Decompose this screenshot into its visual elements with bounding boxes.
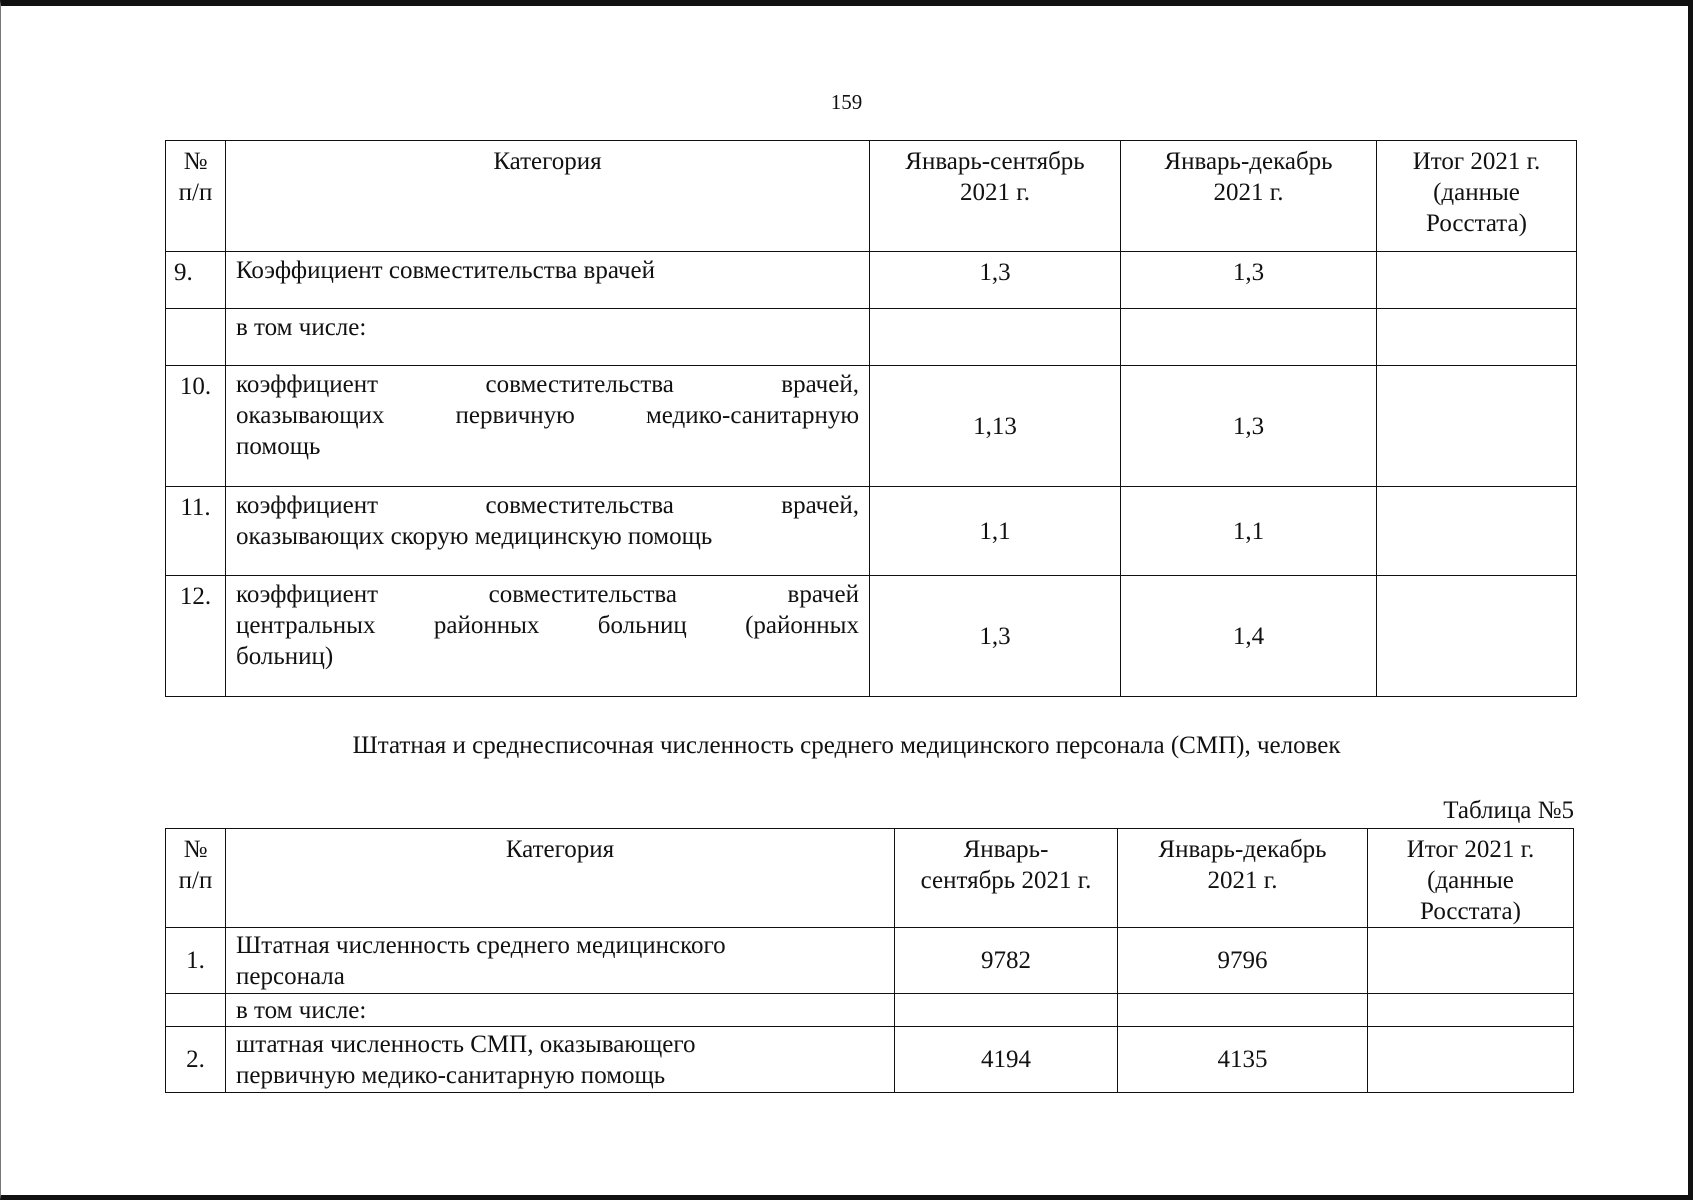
row-category: коэффициент совместительства врачей, оказывающих скорую медицинскую помощь: [226, 487, 870, 576]
row-category: коэффициент совместительства врачей центральных районных больниц (районных больниц): [226, 576, 870, 697]
row-category: в том числе:: [226, 994, 895, 1027]
row-total: [1377, 252, 1577, 309]
table-doctor-coefficients: [165, 140, 1577, 697]
row-jan-sep: [895, 994, 1118, 1027]
row-category: Штатная численность среднего медицинского персонала: [226, 928, 895, 994]
row-num: 11.: [166, 487, 226, 576]
row-jan-dec: 9796: [1118, 928, 1368, 994]
row-jan-sep: 1,1: [870, 487, 1121, 576]
row-jan-dec: 4135: [1118, 1027, 1368, 1093]
row-category: Коэффициент совместительства врачей: [226, 252, 870, 309]
header-category: Категория: [226, 141, 870, 252]
row-jan-dec: 1,4: [1121, 576, 1377, 697]
row-num: 10.: [166, 366, 226, 487]
table-row: [166, 576, 1577, 697]
row-num: 2.: [166, 1027, 226, 1093]
row-category: штатная численность СМП, оказывающего первичную медико-санитарную помощь: [226, 1027, 895, 1093]
header-category: Категория: [226, 829, 895, 928]
header-num: № п/п: [166, 141, 226, 252]
table-row: [166, 1027, 1574, 1093]
row-jan-dec: 1,1: [1121, 487, 1377, 576]
row-num: 1.: [166, 928, 226, 994]
table-row: [166, 487, 1577, 576]
header-num: № п/п: [166, 829, 226, 928]
header-jan-dec: Январь-декабрь 2021 г.: [1118, 829, 1368, 928]
row-total: [1368, 994, 1574, 1027]
table-nursing-staff: [165, 828, 1574, 1093]
header-total: Итог 2021 г. (данные Росстата): [1368, 829, 1574, 928]
row-jan-dec: 1,3: [1121, 366, 1377, 487]
row-total: [1377, 576, 1577, 697]
header-jan-dec: Январь-декабрь 2021 г.: [1121, 141, 1377, 252]
row-jan-dec: [1121, 309, 1377, 366]
table-header-row: [166, 141, 1577, 252]
row-total: [1377, 487, 1577, 576]
row-num: [166, 309, 226, 366]
row-jan-sep: 9782: [895, 928, 1118, 994]
header-total: Итог 2021 г. (данные Росстата): [1377, 141, 1577, 252]
table-label: Таблица №5: [1443, 797, 1574, 824]
table-row: [166, 928, 1574, 994]
row-total: [1377, 366, 1577, 487]
row-jan-dec: 1,3: [1121, 252, 1377, 309]
row-num: [166, 994, 226, 1027]
row-num: 9.: [166, 252, 226, 309]
header-jan-sep: Январь- сентябрь 2021 г.: [895, 829, 1118, 928]
row-total: [1377, 309, 1577, 366]
table-row: [166, 309, 1577, 366]
row-total: [1368, 1027, 1574, 1093]
row-num: 12.: [166, 576, 226, 697]
row-jan-sep: 4194: [895, 1027, 1118, 1093]
page-number: 159: [830, 90, 863, 114]
section-title: Штатная и среднесписочная численность среднего медицинского персонала (СМП), человек: [352, 732, 1341, 759]
row-total: [1368, 928, 1574, 994]
row-jan-sep: [870, 309, 1121, 366]
row-jan-dec: [1118, 994, 1368, 1027]
table-row: [166, 252, 1577, 309]
row-jan-sep: 1,13: [870, 366, 1121, 487]
row-jan-sep: 1,3: [870, 252, 1121, 309]
table-header-row: [166, 829, 1574, 928]
row-jan-sep: 1,3: [870, 576, 1121, 697]
row-category: коэффициент совместительства врачей, оказывающих первичную медико-санитарную помощь: [226, 366, 870, 487]
row-category: в том числе:: [226, 309, 870, 366]
table-row: [166, 366, 1577, 487]
header-jan-sep: Январь-сентябрь 2021 г.: [870, 141, 1121, 252]
table-row: [166, 994, 1574, 1027]
